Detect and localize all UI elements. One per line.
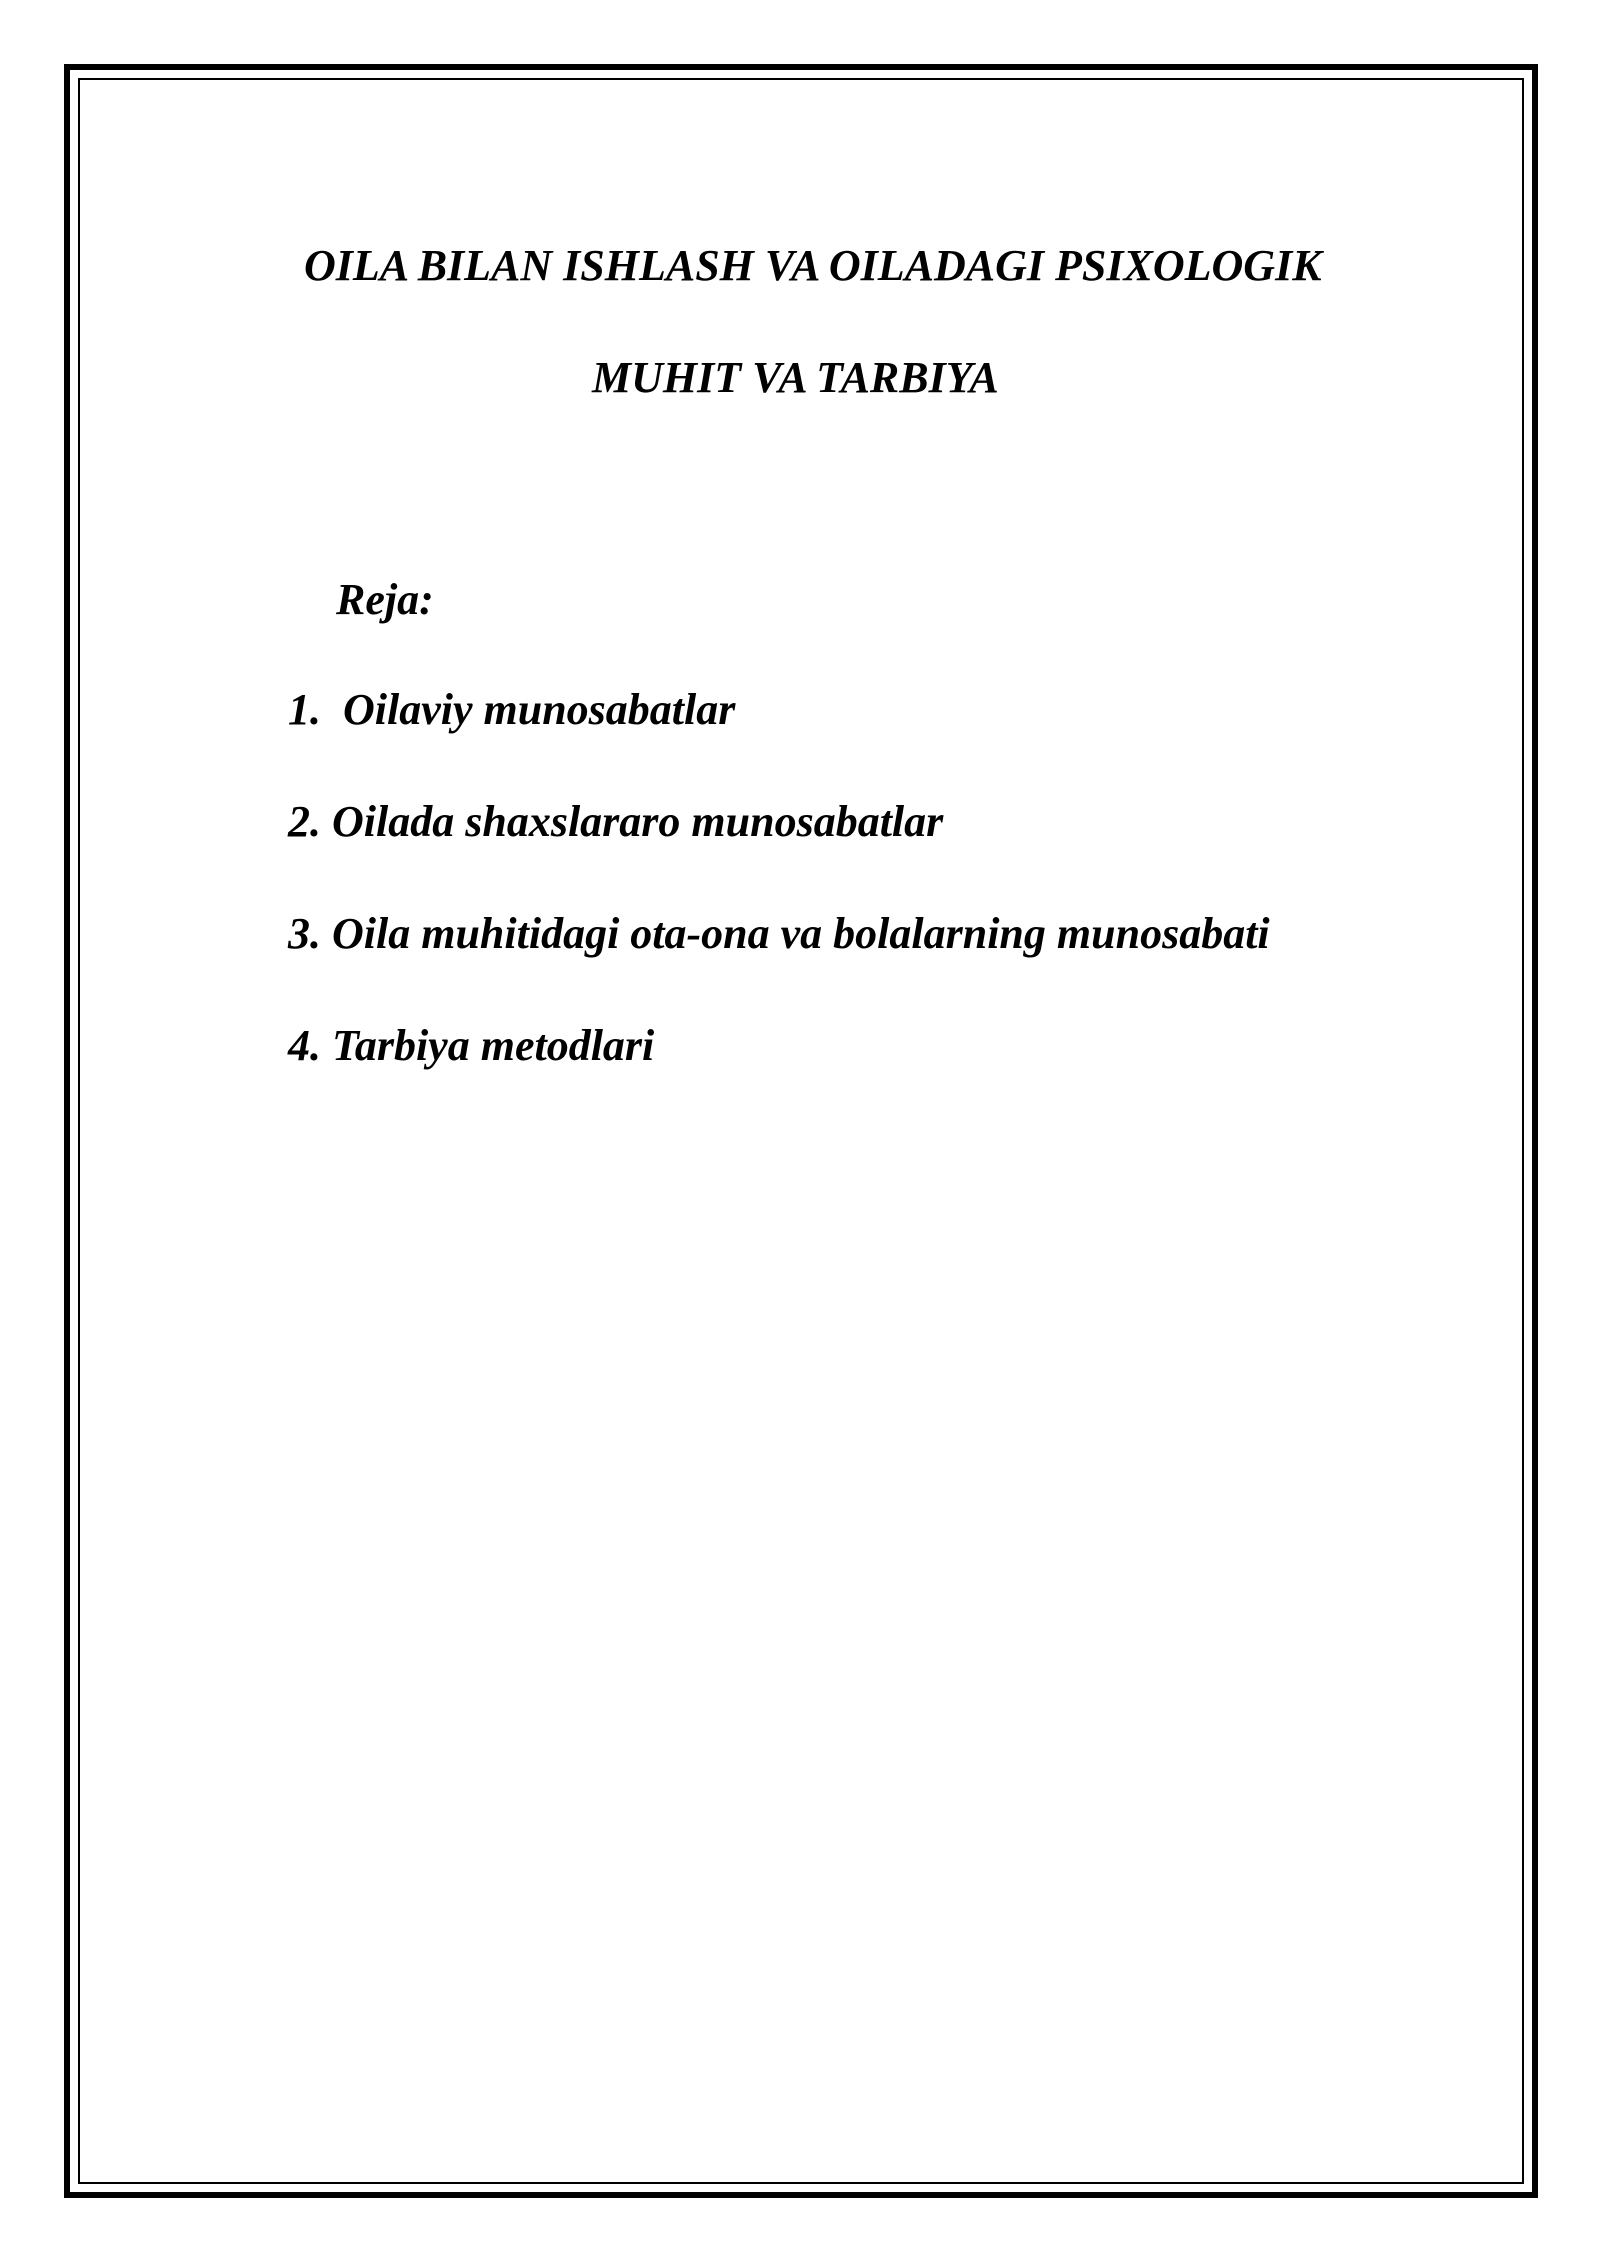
plan-list	[288, 685, 1270, 1136]
document-title-line-1: OILA BILAN ISHLASH VA OILADAGI PSIXOLOGIK	[304, 241, 1322, 290]
plan-item: 3. Oila muhitidagi ota-ona va bolalarning munosabati	[288, 909, 1270, 958]
plan-item: 4. Tarbiya metodlari	[288, 1021, 655, 1070]
document-title-line-2: MUHIT VA TARBIYA	[592, 353, 999, 402]
plan-item: 1. Oilaviy munosabatlar	[288, 685, 736, 734]
plan-item: 2. Oilada shaxslararo munosabatlar	[288, 797, 944, 846]
plan-heading: Reja:	[336, 575, 434, 624]
